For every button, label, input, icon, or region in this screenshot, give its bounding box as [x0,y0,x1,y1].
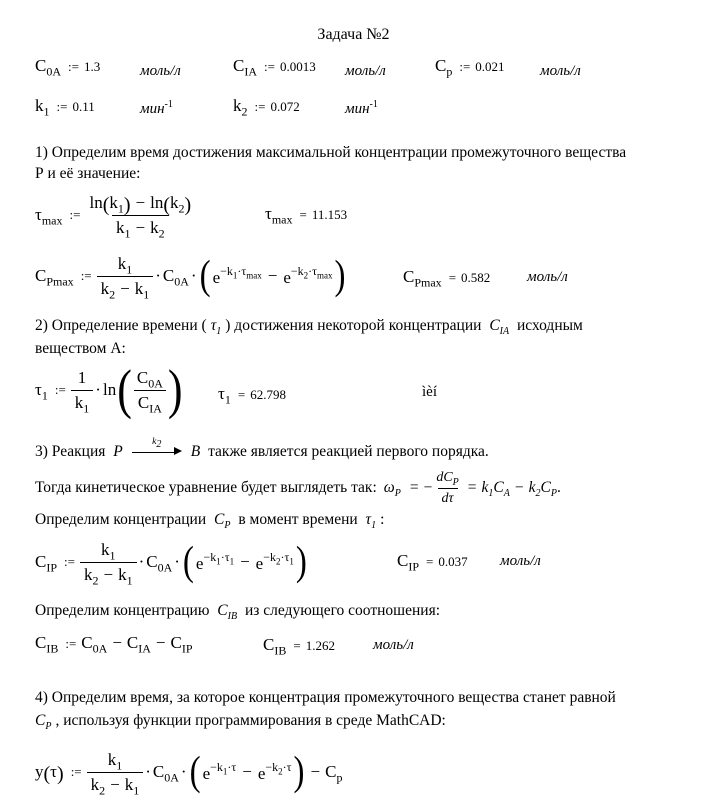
unit-k1: мин$^{-1}$ [140,99,173,117]
paragraph-1: 1) Определим время достижения максимальной концентрации промежуточного вещества Р и её значение: [35,144,627,182]
unit-tau-1: ìèí [422,384,437,400]
arrow-head-icon [174,447,182,455]
unit-c-ib: моль/л [373,637,414,653]
definition-cp: $C_p$ := 0.021 [435,56,505,79]
result-c-pmax: $C_{Pmax} = 0.582$ [403,267,491,290]
formula-tau-1: $\tau_1$ := $\frac{1}{k_1}$ · ln ( $\frac{C_{0A}}{C_{IA}}$ ) [35,358,183,420]
result-c-ib: $C_{IB} = 1.262$ [263,635,335,658]
kinetic-equation-line: Тогда кинетическое уравнение будет выглядеть так: $\omega_P$ = − $\frac{dC_P}{d\tau}$ = $k_1C_A$ − $k_2C_P$ . [35,464,561,512]
formula-c-ib: $C_{IB}$ := $C_{0A} - C_{IA} - C_{IP}$ [35,633,193,656]
unit-c-ip: моль/л [500,553,541,569]
reaction-arrow: $k_2$ [132,442,182,458]
result-tau-1: $\tau_1 = 62.798$ [218,384,286,407]
unit-c-pmax: моль/л [527,269,568,285]
definition-k1: $k_1$ := 0.11 [35,96,95,119]
definition-c0a: $C_{0A}$ := 1.3 [35,56,101,79]
unit-c0a: моль/л [140,63,181,79]
page-title: Задача №2 [317,26,390,43]
result-tau-max: $\tau_{max} = 11.153$ [265,204,348,227]
paragraph-7: 4) Определим время, за которое концентрация промежуточного вещества станет равной $C_P$ , используя функции программирования в среде MathCAD: [35,689,616,733]
formula-c-pmax: $C_{Pmax}$ := $\frac{k_1}{k_2 - k_1}$ · $C_{0A}$ · ( $e^{-k_1\cdot\tau_{max}}$ − $e^{-k_2\cdot\tau_{max}}$ ) [35,252,346,301]
formula-y-tau: y(τ) := $\frac{k_1}{k_2 - k_1}$ · $C_{0A}$ · ( $e^{-k_1\cdot\tau}$ − $e^{-k_2\cdot\tau}$ ) − $C_p$ [35,748,343,797]
unit-k2: мин$^{-1}$ [345,99,378,117]
unit-cp: моль/л [540,63,581,79]
definition-k2: $k_2$ := 0.072 [233,96,300,119]
formula-tau-max: $\tau_{max}$ := $\frac{\ln(k_1) - \ln(k_2)}{k_1 - k_2}$ [35,193,192,240]
definition-cia: $C_{IA}$ := 0.0013 [233,56,316,79]
paragraph-3-reaction: 3) Реакция P $k_2$ B также является реакцией первого порядка. [35,437,489,460]
paragraph-6: Определим концентрацию $C_{IB}$ из следующего соотношения: [35,602,441,623]
result-c-ip: $C_{IP} = 0.037$ [397,551,468,574]
unit-cia: моль/л [345,63,386,79]
paragraph-2: 2) Определение времени ( $\tau_1$ ) достижения некоторой концентрации $C_{IA}$ исходным веществом А: [35,317,583,357]
formula-c-ip: $C_{IP}$ := $\frac{k_1}{k_2 - k_1}$ · $C_{0A}$ · ( $e^{-k_1\cdot\tau_1}$ − $e^{-k_2\cdot\tau_1}$ ) [35,538,307,587]
paragraph-5: Определим концентрации $C_P$ в момент времени $\tau_1$ : [35,511,385,532]
